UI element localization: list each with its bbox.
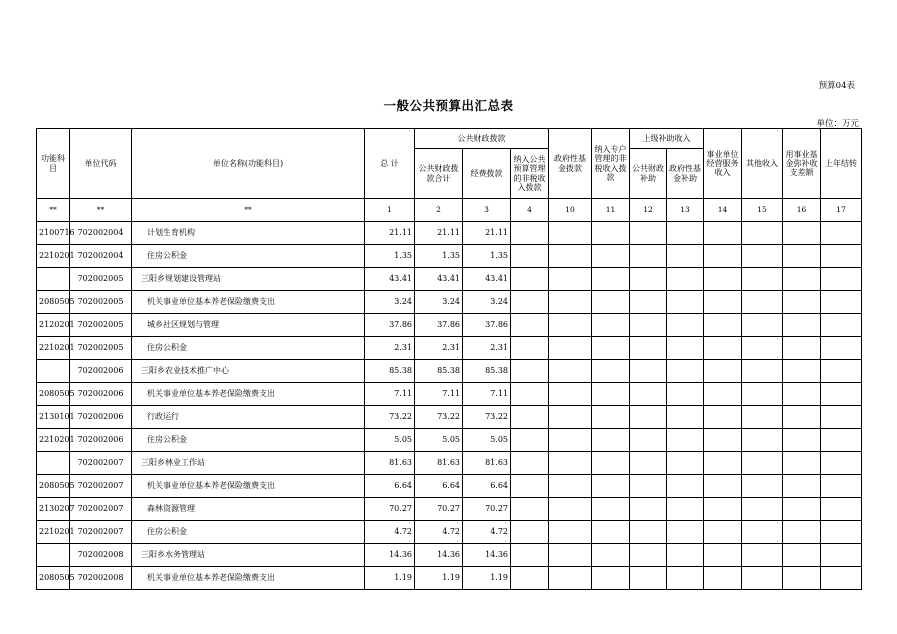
total-cell: 43.41 xyxy=(365,268,415,291)
func-code-cell xyxy=(37,268,70,291)
funds-cell: 3.24 xyxy=(463,291,511,314)
empty-cell xyxy=(667,268,704,291)
empty-cell xyxy=(592,544,630,567)
public-sum-cell: 37.86 xyxy=(415,314,463,337)
empty-cell xyxy=(667,222,704,245)
public-sum-cell: 2.31 xyxy=(415,337,463,360)
unit-name-cell: 住房公积金 xyxy=(132,245,365,268)
unit-name-cell: 机关事业单位基本养老保险缴费支出 xyxy=(132,291,365,314)
empty-cell xyxy=(549,360,592,383)
empty-cell xyxy=(667,314,704,337)
index-cell: ** xyxy=(132,199,365,222)
header-public-group: 公共财政拨款 xyxy=(415,129,549,149)
budget-table xyxy=(36,128,862,590)
empty-cell xyxy=(511,429,549,452)
funds-cell: 81.63 xyxy=(463,452,511,475)
form-code: 预算04表 xyxy=(818,81,855,91)
empty-cell xyxy=(549,452,592,475)
empty-cell xyxy=(742,222,783,245)
header-funds: 经费拨款 xyxy=(463,149,511,199)
empty-cell xyxy=(742,544,783,567)
empty-cell xyxy=(821,452,862,475)
header-func: 功能科目 xyxy=(37,129,70,199)
unit-name-cell: 三阳乡水务管理站 xyxy=(132,544,365,567)
empty-cell xyxy=(742,452,783,475)
funds-cell: 14.36 xyxy=(463,544,511,567)
index-cell: 14 xyxy=(704,199,742,222)
empty-cell xyxy=(549,567,592,590)
index-row xyxy=(37,199,862,222)
unit-name-cell: 住房公积金 xyxy=(132,337,365,360)
table-row xyxy=(37,222,862,245)
total-cell: 4.72 xyxy=(365,521,415,544)
empty-cell xyxy=(667,521,704,544)
table-row xyxy=(37,360,862,383)
empty-cell xyxy=(592,268,630,291)
index-cell: 11 xyxy=(592,199,630,222)
empty-cell xyxy=(821,291,862,314)
empty-cell xyxy=(549,291,592,314)
empty-cell xyxy=(630,268,667,291)
funds-cell: 5.05 xyxy=(463,429,511,452)
empty-cell xyxy=(630,245,667,268)
table-row xyxy=(37,567,862,590)
empty-cell xyxy=(549,498,592,521)
empty-cell xyxy=(549,544,592,567)
empty-cell xyxy=(549,475,592,498)
public-sum-cell: 7.11 xyxy=(415,383,463,406)
total-cell: 14.36 xyxy=(365,544,415,567)
total-cell: 73.22 xyxy=(365,406,415,429)
empty-cell xyxy=(704,521,742,544)
unit-name-cell: 行政运行 xyxy=(132,406,365,429)
empty-cell xyxy=(821,544,862,567)
empty-cell xyxy=(511,314,549,337)
public-sum-cell: 14.36 xyxy=(415,544,463,567)
empty-cell xyxy=(704,314,742,337)
empty-cell xyxy=(742,314,783,337)
empty-cell xyxy=(549,337,592,360)
empty-cell xyxy=(511,245,549,268)
empty-cell xyxy=(630,544,667,567)
empty-cell xyxy=(783,245,821,268)
unit-label: 单位：万元 xyxy=(816,119,859,129)
empty-cell xyxy=(742,567,783,590)
table-row xyxy=(37,337,862,360)
func-code-cell: 2080505 xyxy=(37,567,70,590)
unit-code-cell: 702002004 xyxy=(70,245,132,268)
header-special: 纳入专户管理的非税收入拨款 xyxy=(592,129,630,199)
unit-code-cell: 702002008 xyxy=(70,567,132,590)
table-row xyxy=(37,406,862,429)
empty-cell xyxy=(742,406,783,429)
public-sum-cell: 1.35 xyxy=(415,245,463,268)
empty-cell xyxy=(742,245,783,268)
public-sum-cell: 21.11 xyxy=(415,222,463,245)
header-upper-group: 上级补助收入 xyxy=(630,129,704,149)
total-cell: 37.86 xyxy=(365,314,415,337)
unit-code-cell: 702002006 xyxy=(70,429,132,452)
func-code-cell xyxy=(37,452,70,475)
unit-name-cell: 机关事业单位基本养老保险缴费支出 xyxy=(132,567,365,590)
empty-cell xyxy=(630,521,667,544)
empty-cell xyxy=(511,475,549,498)
empty-cell xyxy=(821,268,862,291)
empty-cell xyxy=(667,475,704,498)
table-row xyxy=(37,452,862,475)
empty-cell xyxy=(667,452,704,475)
funds-cell: 1.35 xyxy=(463,245,511,268)
func-code-cell: 2210201 xyxy=(37,521,70,544)
table-row xyxy=(37,291,862,314)
empty-cell xyxy=(742,268,783,291)
index-cell: 10 xyxy=(549,199,592,222)
index-cell: 2 xyxy=(415,199,463,222)
empty-cell xyxy=(742,383,783,406)
empty-cell xyxy=(667,337,704,360)
total-cell: 21.11 xyxy=(365,222,415,245)
func-code-cell: 2210201 xyxy=(37,429,70,452)
funds-cell: 2.31 xyxy=(463,337,511,360)
empty-cell xyxy=(742,429,783,452)
empty-cell xyxy=(549,314,592,337)
funds-cell: 73.22 xyxy=(463,406,511,429)
func-code-cell: 2080505 xyxy=(37,475,70,498)
index-cell: 16 xyxy=(783,199,821,222)
total-cell: 1.19 xyxy=(365,567,415,590)
empty-cell xyxy=(630,383,667,406)
empty-cell xyxy=(783,337,821,360)
table-row xyxy=(37,268,862,291)
empty-cell xyxy=(511,337,549,360)
empty-cell xyxy=(783,475,821,498)
empty-cell xyxy=(667,360,704,383)
unit-code-cell: 702002004 xyxy=(70,222,132,245)
unit-name-cell: 计划生育机构 xyxy=(132,222,365,245)
empty-cell xyxy=(592,360,630,383)
empty-cell xyxy=(821,245,862,268)
empty-cell xyxy=(511,360,549,383)
empty-cell xyxy=(821,222,862,245)
funds-cell: 4.72 xyxy=(463,521,511,544)
empty-cell xyxy=(667,429,704,452)
unit-name-cell: 三阳乡规划建设管理站 xyxy=(132,268,365,291)
header-upper-gov: 政府性基金补助 xyxy=(667,149,704,199)
total-cell: 6.64 xyxy=(365,475,415,498)
empty-cell xyxy=(783,521,821,544)
empty-cell xyxy=(592,498,630,521)
func-code-cell: 2080505 xyxy=(37,291,70,314)
empty-cell xyxy=(783,383,821,406)
empty-cell xyxy=(511,498,549,521)
empty-cell xyxy=(821,521,862,544)
funds-cell: 37.86 xyxy=(463,314,511,337)
empty-cell xyxy=(592,429,630,452)
empty-cell xyxy=(667,245,704,268)
index-cell: ** xyxy=(70,199,132,222)
empty-cell xyxy=(704,498,742,521)
empty-cell xyxy=(821,360,862,383)
empty-cell xyxy=(742,521,783,544)
funds-cell: 1.19 xyxy=(463,567,511,590)
empty-cell xyxy=(742,360,783,383)
empty-cell xyxy=(592,337,630,360)
funds-cell: 6.64 xyxy=(463,475,511,498)
empty-cell xyxy=(511,567,549,590)
empty-cell xyxy=(592,222,630,245)
header-public-sum: 公共财政拨款合计 xyxy=(415,149,463,199)
empty-cell xyxy=(704,291,742,314)
empty-cell xyxy=(783,268,821,291)
public-sum-cell: 6.64 xyxy=(415,475,463,498)
empty-cell xyxy=(592,567,630,590)
empty-cell xyxy=(549,383,592,406)
func-code-cell: 2080505 xyxy=(37,383,70,406)
total-cell: 7.11 xyxy=(365,383,415,406)
funds-cell: 7.11 xyxy=(463,383,511,406)
public-sum-cell: 43.41 xyxy=(415,268,463,291)
total-cell: 2.31 xyxy=(365,337,415,360)
unit-code-cell: 702002005 xyxy=(70,337,132,360)
index-cell: ** xyxy=(37,199,70,222)
unit-code-cell: 702002008 xyxy=(70,544,132,567)
funds-cell: 21.11 xyxy=(463,222,511,245)
empty-cell xyxy=(783,452,821,475)
public-sum-cell: 85.38 xyxy=(415,360,463,383)
header-total: 总 计 xyxy=(365,129,415,199)
unit-name-cell: 住房公积金 xyxy=(132,521,365,544)
index-cell: 4 xyxy=(511,199,549,222)
unit-name-cell: 三阳乡农业技术推广中心 xyxy=(132,360,365,383)
unit-name-cell: 住房公积金 xyxy=(132,429,365,452)
empty-cell xyxy=(549,245,592,268)
empty-cell xyxy=(742,498,783,521)
unit-name-cell: 三阳乡林业工作站 xyxy=(132,452,365,475)
table-row xyxy=(37,475,862,498)
empty-cell xyxy=(783,291,821,314)
empty-cell xyxy=(592,383,630,406)
empty-cell xyxy=(592,475,630,498)
table-row xyxy=(37,521,862,544)
empty-cell xyxy=(667,291,704,314)
empty-cell xyxy=(821,498,862,521)
unit-code-cell: 702002007 xyxy=(70,475,132,498)
header-reserve: 用事业基金弥补收支差额 xyxy=(783,129,821,199)
empty-cell xyxy=(821,475,862,498)
public-sum-cell: 70.27 xyxy=(415,498,463,521)
func-code-cell xyxy=(37,544,70,567)
func-code-cell: 2210201 xyxy=(37,337,70,360)
funds-cell: 70.27 xyxy=(463,498,511,521)
empty-cell xyxy=(630,567,667,590)
empty-cell xyxy=(630,222,667,245)
empty-cell xyxy=(630,498,667,521)
header-carry: 上年结转 xyxy=(821,129,862,199)
unit-code-cell: 702002006 xyxy=(70,360,132,383)
func-code-cell: 2130101 xyxy=(37,406,70,429)
empty-cell xyxy=(592,521,630,544)
total-cell: 70.27 xyxy=(365,498,415,521)
public-sum-cell: 81.63 xyxy=(415,452,463,475)
empty-cell xyxy=(511,406,549,429)
public-sum-cell: 73.22 xyxy=(415,406,463,429)
empty-cell xyxy=(783,222,821,245)
total-cell: 85.38 xyxy=(365,360,415,383)
header-row-top xyxy=(37,129,862,149)
index-cell: 15 xyxy=(742,199,783,222)
unit-code-cell: 702002007 xyxy=(70,452,132,475)
total-cell: 81.63 xyxy=(365,452,415,475)
empty-cell xyxy=(704,245,742,268)
empty-cell xyxy=(630,314,667,337)
public-sum-cell: 3.24 xyxy=(415,291,463,314)
empty-cell xyxy=(630,406,667,429)
empty-cell xyxy=(704,567,742,590)
public-sum-cell: 5.05 xyxy=(415,429,463,452)
empty-cell xyxy=(704,337,742,360)
page-title: 一般公共预算出汇总表 xyxy=(383,98,514,113)
empty-cell xyxy=(511,383,549,406)
index-cell: 1 xyxy=(365,199,415,222)
func-code-cell: 2100716 xyxy=(37,222,70,245)
empty-cell xyxy=(704,406,742,429)
empty-cell xyxy=(630,475,667,498)
table-row xyxy=(37,314,862,337)
empty-cell xyxy=(783,429,821,452)
empty-cell xyxy=(821,567,862,590)
index-cell: 12 xyxy=(630,199,667,222)
func-code-cell: 2120201 xyxy=(37,314,70,337)
header-gov-fund: 政府性基金拨款 xyxy=(549,129,592,199)
empty-cell xyxy=(549,429,592,452)
funds-cell: 43.41 xyxy=(463,268,511,291)
empty-cell xyxy=(511,452,549,475)
empty-cell xyxy=(592,452,630,475)
func-code-cell xyxy=(37,360,70,383)
unit-name-cell: 机关事业单位基本养老保险缴费支出 xyxy=(132,383,365,406)
empty-cell xyxy=(783,360,821,383)
empty-cell xyxy=(511,222,549,245)
total-cell: 5.05 xyxy=(365,429,415,452)
index-cell: 17 xyxy=(821,199,862,222)
empty-cell xyxy=(549,268,592,291)
empty-cell xyxy=(704,475,742,498)
empty-cell xyxy=(511,291,549,314)
unit-name-cell: 机关事业单位基本养老保险缴费支出 xyxy=(132,475,365,498)
func-code-cell: 2210201 xyxy=(37,245,70,268)
unit-name-cell: 城乡社区规划与管理 xyxy=(132,314,365,337)
empty-cell xyxy=(704,544,742,567)
header-name: 单位名称(功能科目) xyxy=(132,129,365,199)
empty-cell xyxy=(549,222,592,245)
table-row xyxy=(37,544,862,567)
unit-code-cell: 702002007 xyxy=(70,498,132,521)
empty-cell xyxy=(704,429,742,452)
empty-cell xyxy=(783,544,821,567)
empty-cell xyxy=(783,498,821,521)
empty-cell xyxy=(511,544,549,567)
empty-cell xyxy=(592,406,630,429)
unit-code-cell: 702002005 xyxy=(70,314,132,337)
table-row xyxy=(37,245,862,268)
func-code-cell: 2130207 xyxy=(37,498,70,521)
empty-cell xyxy=(630,291,667,314)
empty-cell xyxy=(549,521,592,544)
empty-cell xyxy=(592,291,630,314)
empty-cell xyxy=(667,498,704,521)
header-other: 其他收入 xyxy=(742,129,783,199)
unit-code-cell: 702002005 xyxy=(70,291,132,314)
empty-cell xyxy=(704,452,742,475)
table-row xyxy=(37,429,862,452)
table-row xyxy=(37,383,862,406)
total-cell: 1.35 xyxy=(365,245,415,268)
empty-cell xyxy=(667,406,704,429)
header-code: 单位代码 xyxy=(70,129,132,199)
empty-cell xyxy=(630,452,667,475)
unit-code-cell: 702002005 xyxy=(70,268,132,291)
empty-cell xyxy=(742,291,783,314)
index-cell: 13 xyxy=(667,199,704,222)
public-sum-cell: 1.19 xyxy=(415,567,463,590)
empty-cell xyxy=(821,383,862,406)
empty-cell xyxy=(783,406,821,429)
empty-cell xyxy=(667,383,704,406)
empty-cell xyxy=(821,337,862,360)
empty-cell xyxy=(704,383,742,406)
empty-cell xyxy=(667,544,704,567)
unit-code-cell: 702002006 xyxy=(70,383,132,406)
empty-cell xyxy=(821,406,862,429)
empty-cell xyxy=(704,222,742,245)
empty-cell xyxy=(704,268,742,291)
header-business: 事业单位经营服务收入 xyxy=(704,129,742,199)
unit-code-cell: 702002006 xyxy=(70,406,132,429)
empty-cell xyxy=(592,314,630,337)
empty-cell xyxy=(630,429,667,452)
public-sum-cell: 4.72 xyxy=(415,521,463,544)
empty-cell xyxy=(783,567,821,590)
unit-name-cell: 森林资源管理 xyxy=(132,498,365,521)
index-cell: 3 xyxy=(463,199,511,222)
empty-cell xyxy=(592,245,630,268)
header-upper-public: 公共财政补助 xyxy=(630,149,667,199)
empty-cell xyxy=(511,521,549,544)
unit-code-cell: 702002007 xyxy=(70,521,132,544)
total-cell: 3.24 xyxy=(365,291,415,314)
empty-cell xyxy=(742,475,783,498)
empty-cell xyxy=(511,268,549,291)
empty-cell xyxy=(821,429,862,452)
empty-cell xyxy=(821,314,862,337)
empty-cell xyxy=(783,314,821,337)
empty-cell xyxy=(704,360,742,383)
header-nontax: 纳入公共预算管理的非税收入拨款 xyxy=(511,149,549,199)
empty-cell xyxy=(742,337,783,360)
empty-cell xyxy=(667,567,704,590)
table-row xyxy=(37,498,862,521)
empty-cell xyxy=(630,337,667,360)
empty-cell xyxy=(630,360,667,383)
funds-cell: 85.38 xyxy=(463,360,511,383)
empty-cell xyxy=(549,406,592,429)
